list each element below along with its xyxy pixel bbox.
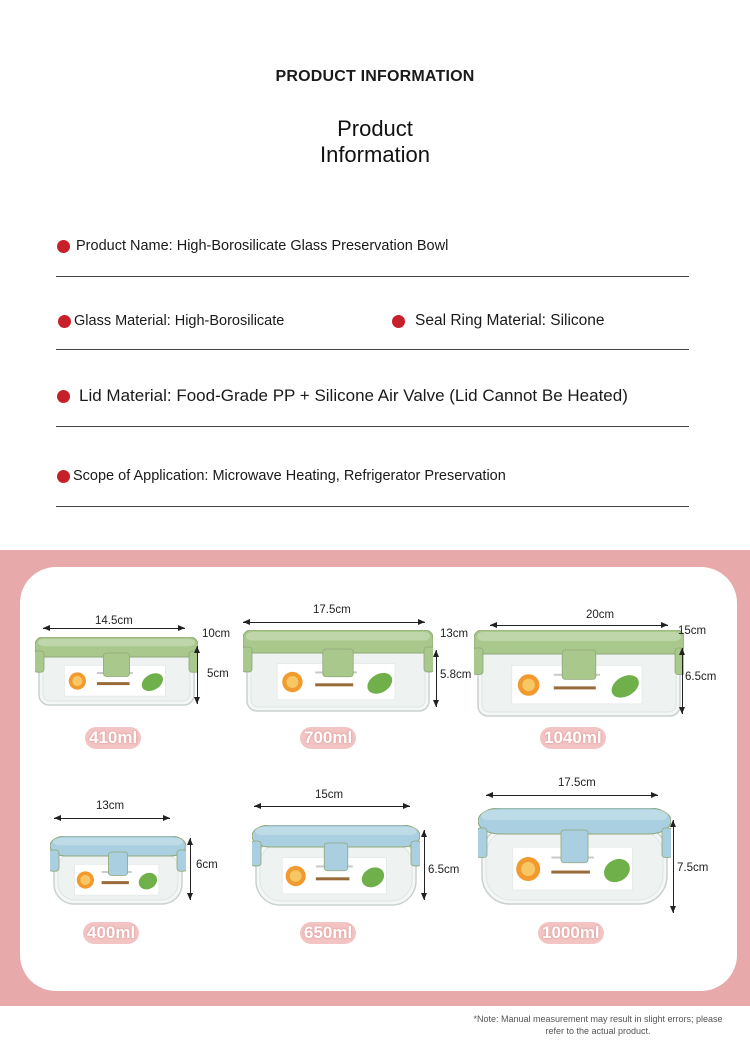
spec-product-name <box>57 238 448 254</box>
bullet-dot-icon <box>57 240 70 253</box>
arrow-up-icon <box>670 820 676 827</box>
arrow-right-icon <box>178 625 185 631</box>
capacity-label: 650ml <box>300 922 356 944</box>
width-label: 14.5cm <box>95 615 133 627</box>
arrow-down-icon <box>670 906 676 913</box>
arrow-up-icon <box>433 650 439 657</box>
depth-label: 15cm <box>678 625 707 637</box>
arrow-right-icon <box>651 792 658 798</box>
spec-product-name-text: Product Name: High-Borosilicate Glass Preservation Bowl <box>76 238 449 254</box>
width-label: 13cm <box>96 800 125 812</box>
spec-glass-material-text: Glass Material: High-Borosilicate <box>74 313 285 329</box>
arrow-up-icon <box>421 830 427 837</box>
storage-container-image <box>243 630 433 715</box>
spec-lid-material <box>57 386 628 406</box>
arrow-right-icon <box>403 803 410 809</box>
arrow-right-icon <box>418 619 425 625</box>
height-label: 5.8cm <box>440 669 472 681</box>
arrow-left-icon <box>486 792 493 798</box>
section-subtitle <box>0 116 750 168</box>
height-dimension-line <box>682 648 683 714</box>
width-dimension-line <box>490 625 668 626</box>
arrow-right-icon <box>661 622 668 628</box>
bullet-dot-icon <box>58 315 71 328</box>
capacity-label: 410ml <box>85 727 141 749</box>
arrow-down-icon <box>433 700 439 707</box>
capacity-label: 400ml <box>83 922 139 944</box>
arrow-left-icon <box>54 815 61 821</box>
width-label: 20cm <box>586 609 615 621</box>
width-label: 17.5cm <box>558 777 596 789</box>
storage-container-image <box>50 836 186 908</box>
height-label: 6.5cm <box>685 671 717 683</box>
note-line-2: refer to the actual product. <box>545 1026 651 1036</box>
height-label: 5cm <box>207 668 229 680</box>
arrow-left-icon <box>254 803 261 809</box>
spec-glass-material <box>58 313 284 329</box>
measurement-note <box>448 1013 748 1037</box>
bullet-dot-icon <box>392 315 405 328</box>
width-dimension-line <box>486 795 658 796</box>
arrow-down-icon <box>187 893 193 900</box>
arrow-left-icon <box>43 625 50 631</box>
height-label: 6.5cm <box>428 864 460 876</box>
height-dimension-line <box>424 830 425 900</box>
width-label: 17.5cm <box>313 604 351 616</box>
spec-seal-ring-material-text: Seal Ring Material: Silicone <box>415 312 605 329</box>
arrow-down-icon <box>421 893 427 900</box>
width-label: 15cm <box>315 789 344 801</box>
width-dimension-line <box>243 622 425 623</box>
arrow-up-icon <box>194 646 200 653</box>
spec-lid-material-text: Lid Material: Food-Grade PP + Silicone Air Valve (Lid Cannot Be Heated) <box>79 386 628 405</box>
capacity-label: 1000ml <box>538 922 604 944</box>
height-dimension-line <box>197 646 198 704</box>
height-dimension-line <box>436 650 437 707</box>
bullet-dot-icon <box>57 470 70 483</box>
arrow-up-icon <box>679 648 685 655</box>
storage-container-image <box>474 630 684 720</box>
subtitle-line-2: Information <box>319 142 431 167</box>
storage-container-image <box>252 825 420 909</box>
section-title: PRODUCT INFORMATION <box>275 68 475 85</box>
depth-label: 10cm <box>202 628 231 640</box>
width-dimension-line <box>254 806 410 807</box>
depth-label: 13cm <box>440 628 469 640</box>
height-label: 6cm <box>196 859 218 871</box>
arrow-up-icon <box>187 838 193 845</box>
arrow-left-icon <box>243 619 250 625</box>
height-label: 7.5cm <box>677 862 709 874</box>
spec-scope <box>57 468 506 484</box>
capacity-label: 1040ml <box>540 727 606 749</box>
spec-seal-ring-material <box>392 312 605 330</box>
bullet-dot-icon <box>57 390 70 403</box>
arrow-down-icon <box>194 697 200 704</box>
width-dimension-line <box>43 628 185 629</box>
height-dimension-line <box>673 820 674 913</box>
spec-scope-text: Scope of Application: Microwave Heating, Refrigerator Preservation <box>73 468 506 484</box>
arrow-right-icon <box>163 815 170 821</box>
storage-container-image <box>35 637 198 709</box>
storage-container-image <box>478 808 671 908</box>
arrow-down-icon <box>679 707 685 714</box>
height-dimension-line <box>190 838 191 900</box>
arrow-left-icon <box>490 622 497 628</box>
width-dimension-line <box>54 818 170 819</box>
capacity-label: 700ml <box>300 727 356 749</box>
subtitle-line-1: Product <box>337 116 413 141</box>
note-line-1: *Note: Manual measurement may result in slight errors; please <box>473 1014 723 1024</box>
